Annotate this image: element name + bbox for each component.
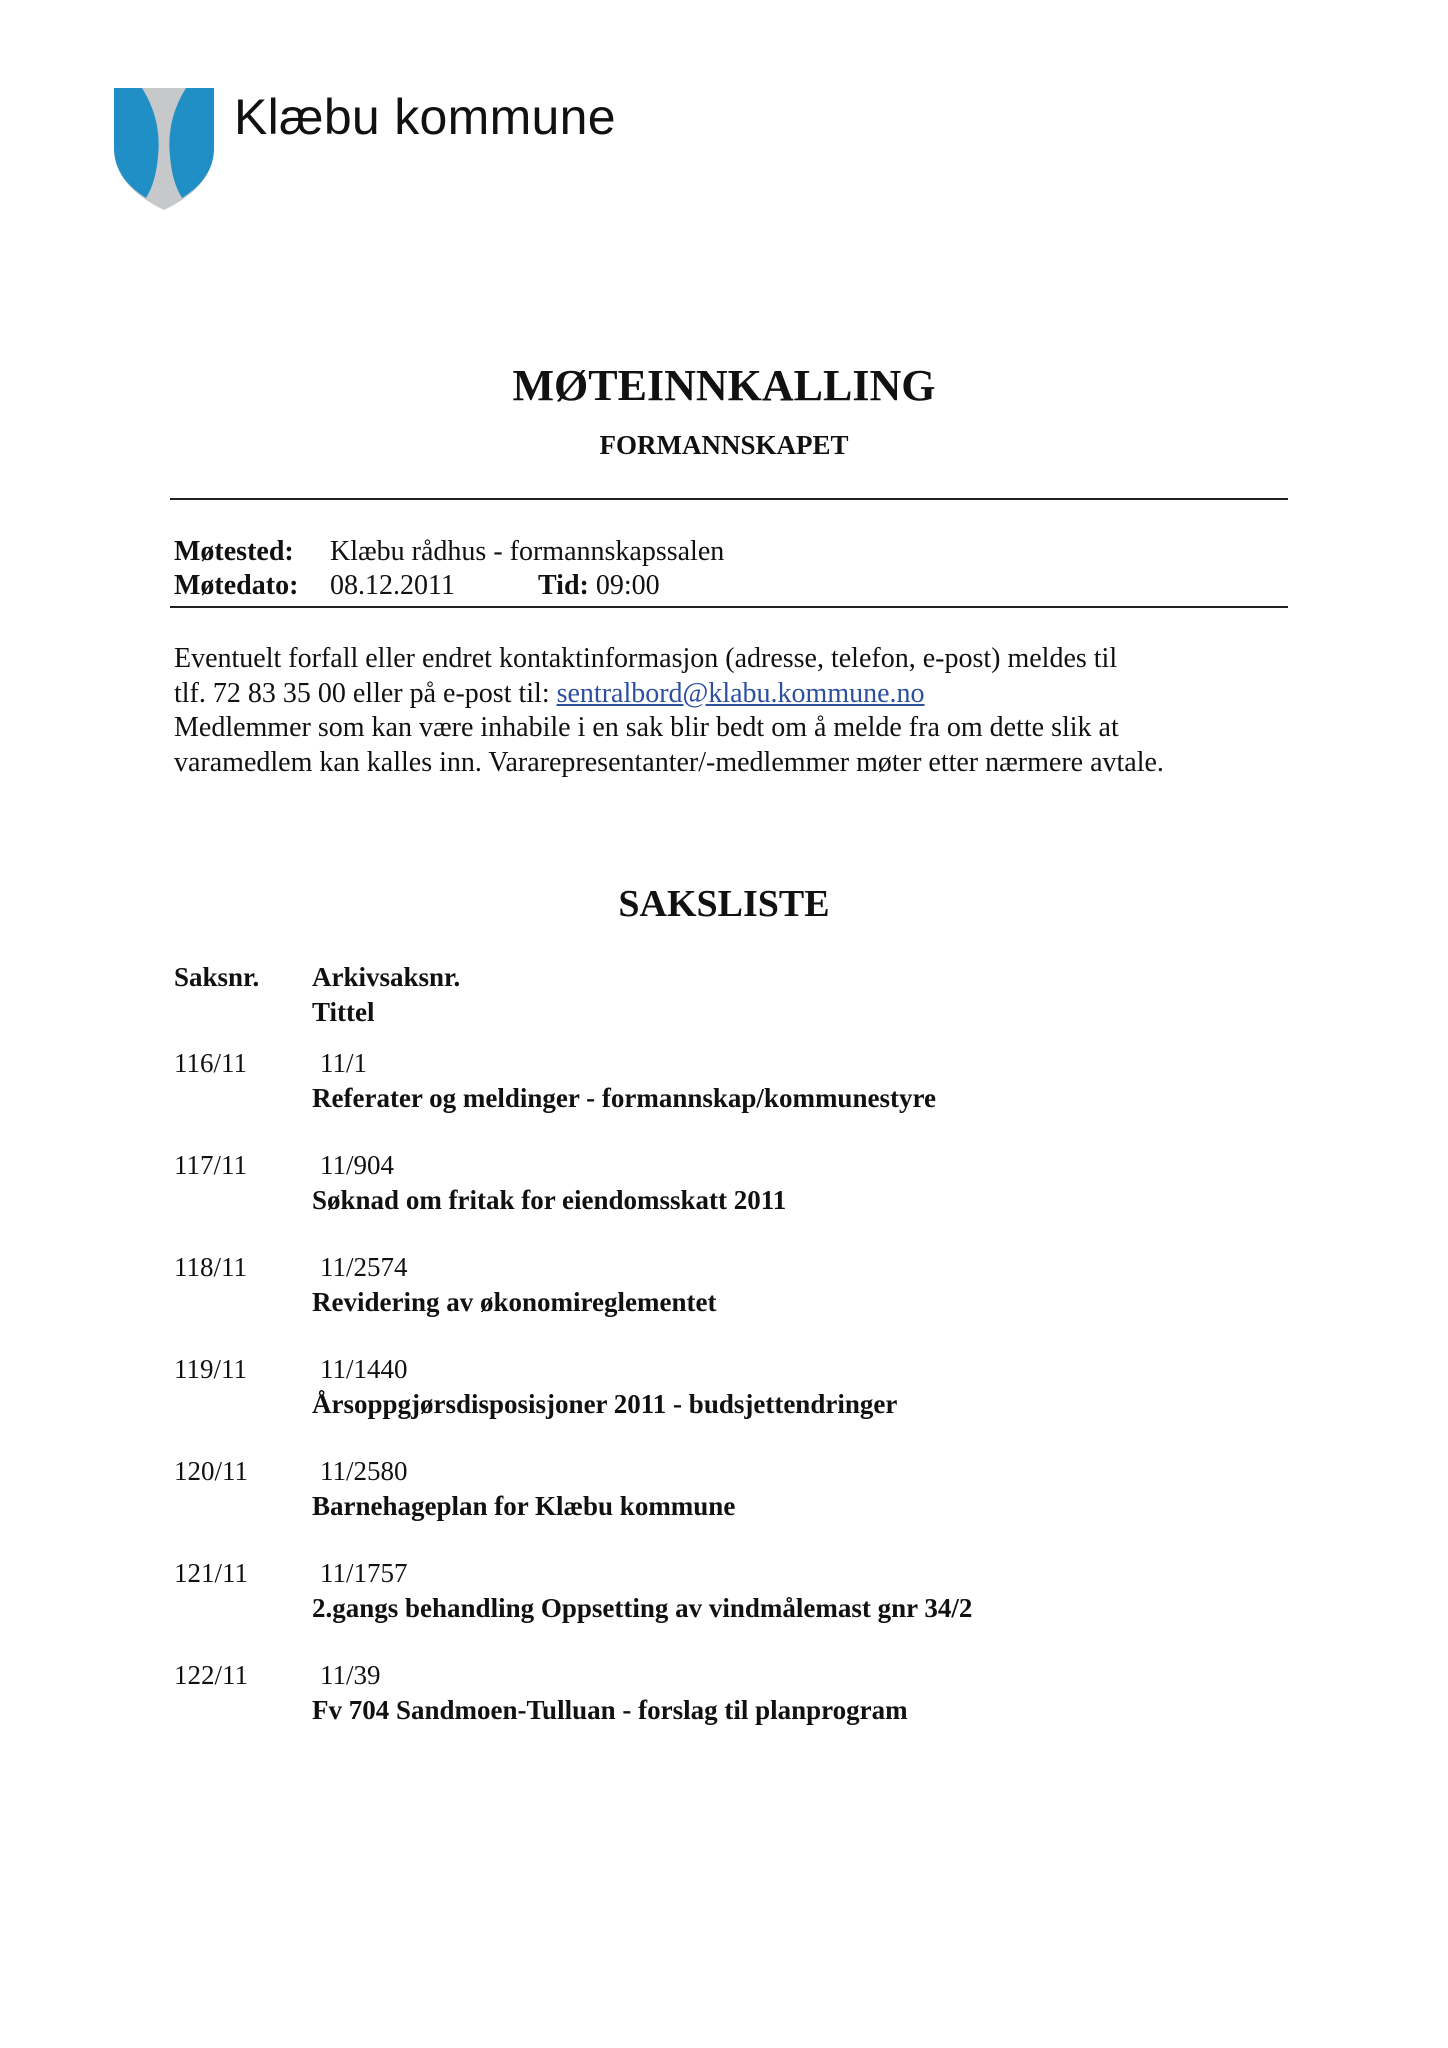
col-header-tittel: Tittel <box>312 997 375 1027</box>
meeting-date: 08.12.2011 <box>330 570 455 601</box>
item-arkivsaksnr: 11/2574 <box>320 1252 408 1282</box>
item-arkivsaksnr: 11/904 <box>320 1150 394 1180</box>
item-title: Årsoppgjørsdisposisjoner 2011 - budsjettendringer <box>312 1389 898 1419</box>
item-saksnr: 122/11 <box>174 1660 248 1690</box>
municipality-name: Klæbu kommune <box>234 89 616 145</box>
meeting-place-row <box>174 536 724 568</box>
meeting-place: Klæbu rådhus - formannskapssalen <box>330 536 725 567</box>
meeting-time: 09:00 <box>595 570 660 601</box>
notice-line: Medlemmer som kan være inhabile i en sak blir bedt om å melde fra om dette slik at <box>174 712 1119 743</box>
item-title: Referater og meldinger - formannskap/kommunestyre <box>312 1083 936 1113</box>
item-title: Barnehageplan for Klæbu kommune <box>312 1491 736 1521</box>
item-saksnr: 119/11 <box>174 1354 247 1384</box>
meeting-date-row <box>174 570 660 602</box>
divider-bottom <box>170 606 1288 608</box>
meeting-time-label: Tid: <box>538 570 589 601</box>
col-header-saksnr: Saksnr. <box>174 962 260 992</box>
item-saksnr: 120/11 <box>174 1456 248 1486</box>
item-arkivsaksnr: 11/1757 <box>320 1558 408 1588</box>
item-arkivsaksnr: 11/1 <box>320 1048 367 1078</box>
notice-line: varamedlem kan kalles inn. Vararepresentanter/-medlemmer møter etter nærmere avtale. <box>174 746 1164 778</box>
col-header-arkiv: Arkivsaksnr. <box>312 962 461 992</box>
item-saksnr: 118/11 <box>174 1252 247 1282</box>
item-saksnr: 121/11 <box>174 1558 248 1588</box>
email-link[interactable]: sentralbord@klabu.kommune.no <box>556 677 925 709</box>
item-arkivsaksnr: 11/2580 <box>320 1456 408 1486</box>
divider-top <box>170 498 1288 500</box>
item-saksnr: 116/11 <box>174 1048 247 1078</box>
item-arkivsaksnr: 11/39 <box>320 1660 381 1690</box>
document-title: MØTEINNKALLING <box>512 361 936 410</box>
item-title: 2.gangs behandling Oppsetting av vindmålemast gnr 34/2 <box>312 1593 973 1623</box>
notice-line <box>174 677 1284 712</box>
agenda-item <box>174 1252 1274 1322</box>
committee-name: FORMANNSKAPET <box>599 430 849 460</box>
agenda-item <box>174 1456 1274 1526</box>
meeting-place-label: Møtested: <box>174 536 294 567</box>
agenda-item <box>174 1558 1274 1628</box>
agenda-item <box>174 1048 1274 1118</box>
coat-of-arms-icon <box>112 86 216 212</box>
agenda-item <box>174 1150 1274 1220</box>
item-title: Revidering av økonomireglementet <box>312 1287 717 1317</box>
item-title: Fv 704 Sandmoen-Tulluan - forslag til planprogram <box>312 1695 908 1725</box>
item-title: Søknad om fritak for eiendomsskatt 2011 <box>312 1185 787 1215</box>
meeting-date-label: Møtedato: <box>174 570 299 601</box>
item-saksnr: 117/11 <box>174 1150 247 1180</box>
notice-phone-text: tlf. 72 83 35 00 eller på e-post til: <box>174 677 557 709</box>
notice-line: Eventuelt forfall eller endret kontaktinformasjon (adresse, telefon, e-post) meldes til <box>174 643 1118 674</box>
notice-paragraph <box>174 642 1284 780</box>
agenda-item <box>174 1354 1274 1424</box>
agenda-item <box>174 1660 1274 1730</box>
item-arkivsaksnr: 11/1440 <box>320 1354 408 1384</box>
agenda-title: SAKSLISTE <box>618 883 830 925</box>
